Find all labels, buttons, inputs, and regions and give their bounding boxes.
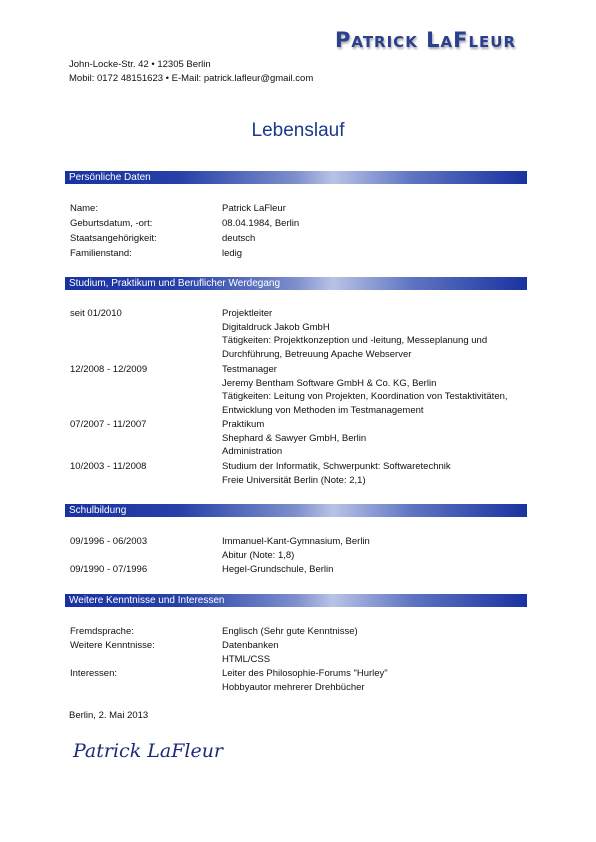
section-heading-skills: Weitere Kenntnisse und Interessen (65, 594, 527, 607)
entry-line: Projektleiter (222, 308, 273, 319)
entry-date: 07/2007 - 11/2007 (70, 419, 147, 430)
entry-label: Fremdsprache: (70, 626, 134, 637)
entry-line: Jeremy Bentham Software GmbH & Co. KG, Berlin (222, 377, 437, 389)
entry-date: 10/2003 - 11/2008 (70, 461, 147, 472)
entry-line: Englisch (Sehr gute Kenntnisse) (222, 626, 358, 637)
row-value: ledig (222, 248, 243, 259)
entry-line: Digitaldruck Jakob GmbH (222, 321, 330, 333)
entry-line: Durchführung, Betreuung Apache Webserver (222, 348, 412, 360)
document-title: Lebenslauf (251, 120, 345, 141)
row-label: Familienstand: (70, 248, 132, 259)
section-heading-career: Studium, Praktikum und Beruflicher Werdegang (65, 277, 527, 290)
row-value: deutsch (222, 233, 256, 244)
entry-line: Tätigkeiten: Leitung von Projekten, Koordination von Testaktivitäten, (222, 391, 508, 402)
row-label: Staatsangehörigkeit: (70, 233, 157, 244)
entry-line: Testmanager (222, 364, 277, 375)
entry-date: 09/1996 - 06/2003 (70, 536, 148, 547)
entry-line: Tätigkeiten: Projektkonzeption und -leitung, Messeplanung und (222, 335, 488, 346)
entry-date: 09/1990 - 07/1996 (70, 564, 148, 575)
address-line: John-Locke-Str. 42 • 12305 Berlin (69, 59, 211, 70)
section-heading-personal: Persönliche Daten (65, 171, 527, 184)
entry-line: Administration (222, 446, 283, 457)
entry-line: Abitur (Note: 1,8) (222, 549, 295, 561)
header-name: Patrick LaFleur (334, 28, 516, 52)
entry-date: 12/2008 - 12/2009 (70, 364, 148, 375)
entry-line: Immanuel-Kant-Gymnasium, Berlin (222, 536, 370, 547)
contact-block (69, 58, 313, 86)
entry-line: Studium der Informatik, Schwerpunkt: Softwaretechnik (222, 461, 451, 472)
row-label: Name: (70, 203, 98, 214)
row-value: 08.04.1984, Berlin (222, 218, 300, 229)
entry-line: Datenbanken (222, 640, 279, 651)
entry-line: Hobbyautor mehrerer Drehbücher (222, 681, 365, 693)
entry-label: Interessen: (70, 668, 117, 679)
entry-date: seit 01/2010 (70, 308, 122, 319)
entry-line: Praktikum (222, 419, 265, 430)
entry-line: HTML/CSS (222, 653, 271, 665)
signature: Patrick LaFleur (73, 740, 224, 762)
place-date: Berlin, 2. Mai 2013 (69, 710, 149, 721)
entry-line: Entwicklung von Methoden im Testmanagement (222, 404, 424, 416)
entry-line: Shephard & Sawyer GmbH, Berlin (222, 432, 367, 444)
contact-line: Mobil: 0172 48151623 • E-Mail: patrick.lafleur@gmail.com (69, 73, 314, 84)
section-heading-school: Schulbildung (65, 504, 527, 517)
row-label: Geburtsdatum, -ort: (70, 218, 153, 229)
entry-label: Weitere Kenntnisse: (70, 640, 155, 651)
entry-line: Hegel-Grundschule, Berlin (222, 564, 334, 575)
entry-line: Leiter des Philosophie-Forums "Hurley" (222, 668, 388, 679)
entry-line: Freie Universität Berlin (Note: 2,1) (222, 474, 366, 486)
row-value: Patrick LaFleur (222, 203, 286, 214)
